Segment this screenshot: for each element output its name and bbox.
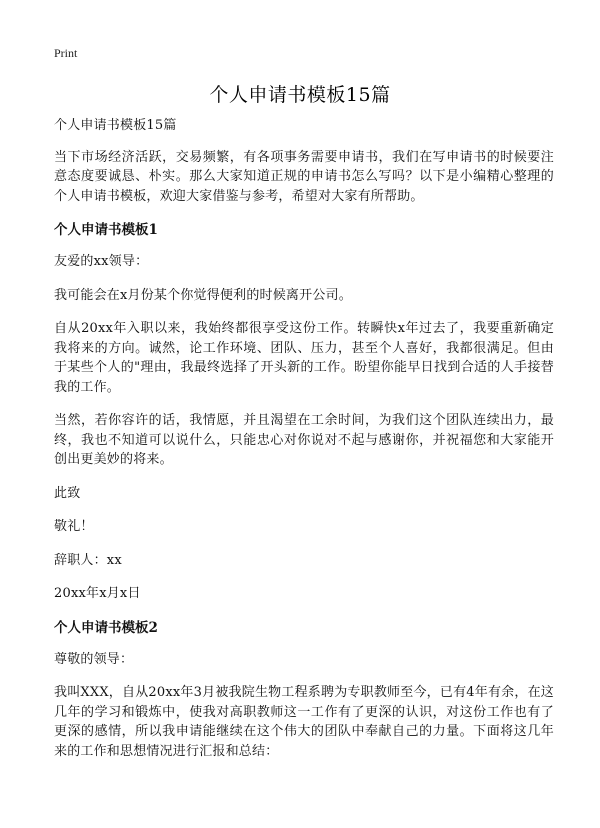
signer-line: 辞职人：xx: [54, 552, 122, 568]
paragraph-1-2: 自从20xx年入职以来，我始终都很享受这份工作。转瞬快x年过去了，我要重新确定我将来的方向。诚然，论工作环境、团队、压力，甚至个人喜好，我都很满足。但由于某些个人的"理由，我最终选择了开头新的工作。盼望你能早日找到合适的人手接替我的工作。: [54, 321, 554, 395]
section-heading-1: 个人申请书模板1: [54, 222, 158, 238]
document-body: [54, 116, 554, 775]
closing-2: 敬礼！: [54, 519, 94, 534]
salutation-1: 友爱的xx领导：: [54, 254, 149, 269]
paragraph-1-1: 我可能会在x月份某个你觉得便利的时候离开公司。: [54, 287, 352, 303]
intro-paragraph: 当下市场经济活跃，交易频繁，有各项事务需要申请书，我们在写申请书的时候要注意态度要诚恳、朴实。那么大家知道正规的申请书怎么写吗？以下是小编精心整理的个人申请书模板，欢迎大家借鉴与参考，希望对大家有所帮助。: [54, 149, 554, 204]
closing-1: 此致: [54, 485, 81, 501]
salutation-2: 尊敬的领导：: [54, 651, 134, 667]
paragraph-1-3: 当然，若你容许的话，我情愿，并且渴望在工余时间，为我们这个团队连续出力，最终，我也不知道可以说什么，只能忠心对你说对不起与感谢你，并祝福您和大家能开创出更美妙的将来。: [54, 413, 554, 467]
date-line: 20xx年x月x日: [54, 586, 141, 601]
paragraph-2-1: 我叫XXX，自从20xx年3月被我院生物工程系聘为专职教师至今，已有4年有余，在这几年的学习和锻炼中，使我对高职教师这一工作有了更深的认识，对这份工作也有了更深的感情，所以我申请能继续在这个伟大的团队中奉献自己的力量。下面将这几年来的工作和思想情况进行汇报和总结：: [54, 685, 554, 759]
document-subtitle: 个人申请书模板15篇: [54, 118, 177, 133]
page-title: 个人申请书模板15篇: [209, 84, 391, 106]
print-label: Print: [54, 46, 78, 60]
section-heading-2: 个人申请书模板2: [54, 619, 158, 636]
